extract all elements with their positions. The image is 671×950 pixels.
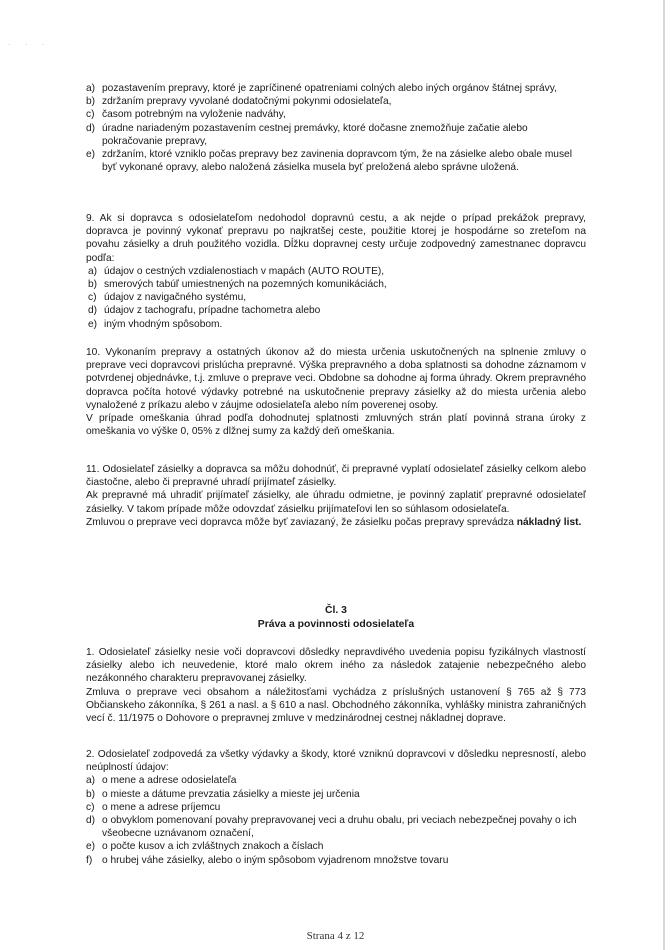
page-footer: Strana 4 z 12 (306, 930, 365, 942)
list-item-marker: a) (86, 775, 96, 787)
list-item (86, 854, 586, 867)
list-item-text: iným vhodným spôsobom. (104, 318, 223, 330)
list-item (86, 814, 586, 840)
list-item-marker: e) (88, 318, 98, 330)
list-item (86, 122, 586, 148)
section-2-text: 2. Odosielateľ zodpovedá za všetky výdavky a škody, ktoré vzniknú dopravcovi v dôsledku nepresností, alebo neúplností údajov: (86, 749, 586, 774)
section-paragraph-2 (86, 748, 586, 867)
paragraph-11-text-3 (86, 516, 586, 529)
list-item-marker: c) (88, 292, 97, 304)
list-item-text: zdržaním prepravy vyvolané dodatočnými pokynmi odosielateľa, (102, 96, 392, 108)
list-item-text: o hrubej váhe zásielky, alebo o iným spôsobom vyjadrenom množstve tovaru (102, 854, 449, 866)
list-item-marker: a) (88, 265, 98, 277)
list-item (86, 840, 586, 853)
list-item-marker: b) (86, 96, 96, 108)
list-item (86, 108, 586, 121)
list-item (88, 265, 586, 278)
list-item-text: smerových tabúľ umiestnených na pozemných komunikáciách, (104, 279, 387, 291)
list-item-marker: a) (86, 83, 96, 94)
scan-edge (663, 0, 665, 950)
section-1-text-2: Zmluva o preprave veci obsahom a náležitosťami vychádza z príslušných ustanovení § 765 až § 773 Občianskeho zákonníka, § 261 a nasl. a § 610 a nasl. Obchodného zákonníka, vyhlášky ministra zahraničných vecí č. 11/1975 o Dohovore o prepravnej zmluve v medzinárodnej cestnej nákladnej doprave. (86, 686, 586, 725)
list-item-marker: d) (86, 815, 96, 827)
list-item-text: o počte kusov a ich zvláštnych znakoch a číslach (102, 841, 324, 853)
paragraph-11-bold: nákladný list. (516, 516, 582, 528)
list-item (88, 304, 586, 317)
paragraph-11 (86, 463, 586, 529)
section-paragraph-1 (86, 646, 586, 725)
list-continuation (86, 82, 586, 174)
list-item (86, 774, 586, 787)
list-item-text: o obvyklom pomenovaní povahy prepravovanej veci a druhu obalu, pri veciach nebezpečnej povahy o ich všeobecne uznávanom označení, (102, 815, 577, 840)
list-item-text: údajov z tachografu, prípadne tachometra alebo (104, 305, 321, 317)
list-item-marker: e) (86, 149, 96, 161)
list-item (88, 278, 586, 291)
paragraph-10-text-2: V prípade omeškania úhrad podľa dohodnutej splatnosti zmluvných strán platí povinná strana úroky z omeškania vo výške 0, 05% z dlžnej sumy za každý deň omeškania. (86, 413, 586, 438)
section-title: Práva a povinnosti odosielateľa (257, 618, 415, 630)
list-item-text: úradne nariadeným pozastavením cestnej premávky, ktoré dočasne znemožňuje začatie alebo pokračovanie prepravy, (102, 122, 528, 147)
list-item-marker: d) (86, 122, 96, 134)
list-item (86, 801, 586, 814)
list-item-text: pozastavením prepravy, ktoré je zapríčinené opatreniami colných alebo iných orgánov štátnej správy, (102, 83, 557, 94)
list-item-marker: d) (88, 305, 98, 317)
list-item-text: o mieste a dátume prevzatia zásielky a mieste jej určenia (102, 788, 360, 800)
list-item-text: zdržaním, ktoré vzniklo počas prepravy bez zavinenia dopravcom tým, že na zásielke alebo obale musel byť vykonané opravy, alebo naložená zásielka musela byť preložená alebo správne uložená. (102, 149, 572, 174)
list-item (88, 318, 586, 331)
list-item-text: o mene a adrese príjemcu (102, 801, 221, 813)
paragraph-9-text: 9. Ak si dopravca s odosielateľom nedohodol dopravnú cestu, a ak nejde o prípad prekážok prepravy, dopravca je povinný vykonať prepravu po najkratšej ceste, použitie ktorej je hospodárne so zreteľom na povahu zásielky a druh použitého vozidla. Dĺžku dopravnej cesty určuje zodpovedný zamestnanec dopravcu podľa: (86, 213, 586, 264)
list-item-marker: c) (86, 109, 95, 121)
paragraph-9 (86, 212, 586, 331)
paragraph-11-text-2: Ak prepravné má uhradiť prijímateľ zásielky, ale úhradu odmietne, je povinný zaplatiť prepravné odosielateľ zásielky. V takom prípade môže odovzdať zásielku prijímateľovi len so súhlasom odosielateľa. (86, 490, 586, 515)
paragraph-10-text-1: 10. Vykonaním prepravy a ostatných úkonov až do miesta určenia uskutočnených na splnenie zmluvy o preprave veci dopravcovi prislúcha prepravné. Výška prepravného a doba splatnosti sa dohodne záznamom v potvrdenej objednávke, t.j. zmluve o preprave veci. Obdobne sa dohodne aj forma úhrady. Okrem prepravného dopravca počíta hotové výdavky potrebné na uskutočnenie prepravy zásielky až do miesta určenia alebo vynaložené z príkazu alebo v záujme odosielateľa alebo ním poverenej osoby. (86, 347, 586, 411)
paragraph-11-text-1: 11. Odosielateľ zásielky a dopravca sa môžu dohodnúť, či prepravné vyplatí odosielateľ zásielky celkom alebo čiastočne, alebo či prepravné uhradí prijímateľ zásielky. (86, 464, 586, 489)
list-item (88, 291, 586, 304)
list-item-marker: c) (86, 801, 95, 813)
list-item-text: o mene a adrese odosielateľa (102, 775, 237, 787)
paragraph-10 (86, 346, 586, 438)
list-item (86, 82, 586, 95)
list-item-marker: b) (86, 788, 96, 800)
list-item (86, 148, 586, 174)
section-number: Čl. 3 (325, 605, 347, 616)
paragraph-11-text-3-main: Zmluvou o preprave veci dopravca môže byť zaviazaný, že zásielku počas prepravy sprevádza (86, 516, 514, 528)
list-item-marker: f) (86, 854, 93, 866)
section-heading (86, 604, 586, 631)
list-item-text: údajov o cestných vzdialenostiach v mapách (AUTO ROUTE), (104, 265, 385, 277)
list-item-text: údajov z navigačného systému, (104, 292, 247, 304)
list-item-text: časom potrebným na vyloženie nadváhy, (102, 109, 286, 121)
list-item-marker: e) (86, 841, 96, 853)
list-item (86, 95, 586, 108)
section-1-text-1: 1. Odosielateľ zásielky nesie voči dopravcovi dôsledky nepravdivého uvedenia popisu fyzikálnych vlastností zásielky alebo ich neuvedenie, ktoré malo okrem iného za následok zatajenie nebezpečného alebo nezákonného charakteru prepravovanej zásielky. (86, 647, 586, 685)
scan-specks: · · · (8, 40, 51, 49)
list-item-marker: b) (88, 279, 98, 291)
list-item (86, 788, 586, 801)
